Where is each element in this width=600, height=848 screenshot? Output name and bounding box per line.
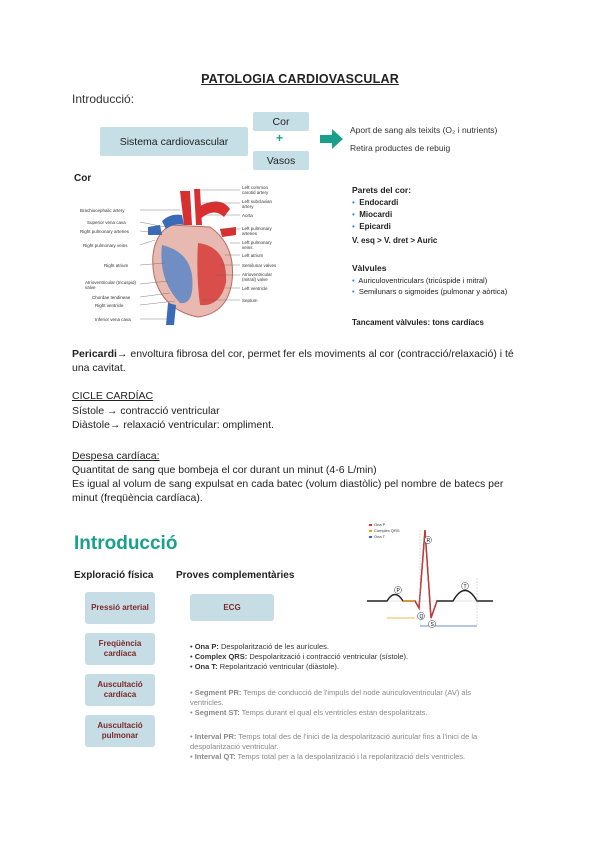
frequencia-box: Freqüència cardíaca <box>85 633 155 665</box>
tancament-text: Tancament vàlvules: tons cardíacs <box>352 318 484 327</box>
heart-label: Right ventricle <box>95 303 124 308</box>
system-box: Sistema cardiovascular <box>100 127 248 156</box>
intro-label: Introducció: <box>72 92 135 106</box>
list-item: • Epicardi <box>352 222 391 231</box>
col-fisica-title: Exploració física <box>74 570 154 581</box>
heart-label: Left atrium <box>242 253 264 258</box>
auscultacio-pulmonar-box: Auscultació pulmonar <box>85 715 155 747</box>
legend-swatch <box>369 530 372 532</box>
heart-label: Left pulmonary veins <box>242 240 272 250</box>
heart-label: Right atrium <box>104 263 129 268</box>
auscultacio-cardiaca-box: Auscultació cardíaca <box>85 674 155 706</box>
plus-sign: + <box>276 131 284 145</box>
heart-label: Left pulmonary arteries <box>242 226 272 236</box>
ecg-wave-chart <box>365 518 495 636</box>
heart-label: Atrioventricular (tricuspid) valve <box>85 280 137 290</box>
ecg-box: ECG <box>190 594 274 621</box>
heart-label: Aorta <box>242 213 253 218</box>
heart-label: Right pulmonary arteries <box>80 229 130 234</box>
heart-label: Left subclavian artery <box>242 199 273 209</box>
list-item: • Complex QRS: Despolarització i contracció ventricular (sístole). <box>190 652 409 661</box>
diastole-text: Diàstole→ relaxació ventricular: ompliment. <box>72 419 274 431</box>
valvules-title: Vàlvules <box>352 263 387 273</box>
ecg-label-p: P <box>396 588 400 594</box>
cor-heading: Cor <box>74 173 92 184</box>
parets-title: Parets del cor: <box>352 185 412 195</box>
pericardi-paragraph: Pericardi→ envoltura fibrosa del cor, permet fer els moviments al cor (contracció/relaxació) i té una cavitat. <box>72 348 514 374</box>
heart-label: Atrioventricular (mitral) valve <box>242 272 273 282</box>
heart-label: Right pulmonary veins <box>83 243 128 248</box>
list-item: • Interval QT: Temps total per a la despolarització i la repolarització dels ventricles. <box>190 752 466 761</box>
heart-label: Inferior vena cava <box>95 317 131 322</box>
list-item: • Semilunars o sigmoides (pulmonar y aòrtica) <box>352 287 508 296</box>
heart-label: Left common carotid artery <box>242 185 269 195</box>
heart-label: Chordae tendineae <box>92 295 131 300</box>
ecg-label-t: T <box>463 584 467 590</box>
col-proves-title: Proves complementàries <box>176 570 295 581</box>
list-item: • Auriculoventriculars (tricúspide i mitral) <box>352 276 488 285</box>
retira-text: Retira productes de rebuig <box>350 143 451 153</box>
list-item: • Ona T: Repolarització ventricular (diàstole). <box>190 662 339 671</box>
list-item: • Interval PR: Temps total des de l'inici de la despolarització auricular fins a l'inici de la despolarització ventricular. <box>190 732 478 751</box>
ecg-label-s: S <box>430 622 434 628</box>
heart-label: Left ventricle <box>242 286 268 291</box>
list-item: • Segment ST: Temps durant el qual els ventricles estan despolaritzats. <box>190 708 428 717</box>
ecg-bold-list <box>190 642 490 672</box>
parets-list <box>352 197 398 233</box>
legend-label: Complex QRS <box>374 528 400 533</box>
section-title: Introducció <box>74 533 178 554</box>
aport-text: Aport de sang als teixits (O₂ i nutrients) <box>350 125 498 135</box>
heart-label: Septum <box>242 298 258 303</box>
heart-label: Superior vena cava <box>87 220 126 225</box>
legend-label: Ona T <box>374 534 386 539</box>
list-item: • Ona P: Despolarització de les aurícules. <box>190 642 329 651</box>
page-title: PATOLOGIA CARDIOVASCULAR <box>201 72 399 86</box>
cicle-title: CICLE CARDÍAC <box>72 390 154 402</box>
ecg-label-q: Q <box>419 614 424 620</box>
ecg-interval-list <box>190 732 490 762</box>
ventricles-text: V. esq > V. dret > Auric <box>352 236 438 245</box>
heart-label-lines <box>140 185 240 325</box>
valvules-list <box>352 275 507 297</box>
list-item: • Endocardi <box>352 198 399 207</box>
despesa-line1: Quantitat de sang que bombeja el cor durant un minut (4-6 L/min) <box>72 464 377 476</box>
despesa-line2: Es igual al volum de sang expulsat en cada batec (volum diastòlic) pel nombre de batecs per minut (freqüència cardíaca). <box>72 478 504 504</box>
cor-box: Cor <box>253 112 309 131</box>
ecg-segment-list <box>190 688 490 718</box>
heart-label: Semilunar valves <box>242 263 277 268</box>
ecg-label-r: R <box>426 538 431 544</box>
legend-swatch <box>369 524 372 526</box>
legend-swatch <box>369 536 372 538</box>
list-item: • Miocardi <box>352 210 393 219</box>
sistole-text: Sístole → contracció ventricular <box>72 405 220 417</box>
vasos-box: Vasos <box>253 151 309 170</box>
list-item: • Segment PR: Temps de conducció de l'impuls del node auriculoventricular (AV) als ventricles. <box>190 688 472 707</box>
arrow-icon <box>320 129 344 149</box>
despesa-title: Despesa cardíaca: <box>72 450 160 462</box>
heart-label: Brachiocephalic artery <box>80 208 125 213</box>
pressio-box: Pressió arterial <box>85 592 155 624</box>
legend-label: Ona P <box>374 522 386 527</box>
